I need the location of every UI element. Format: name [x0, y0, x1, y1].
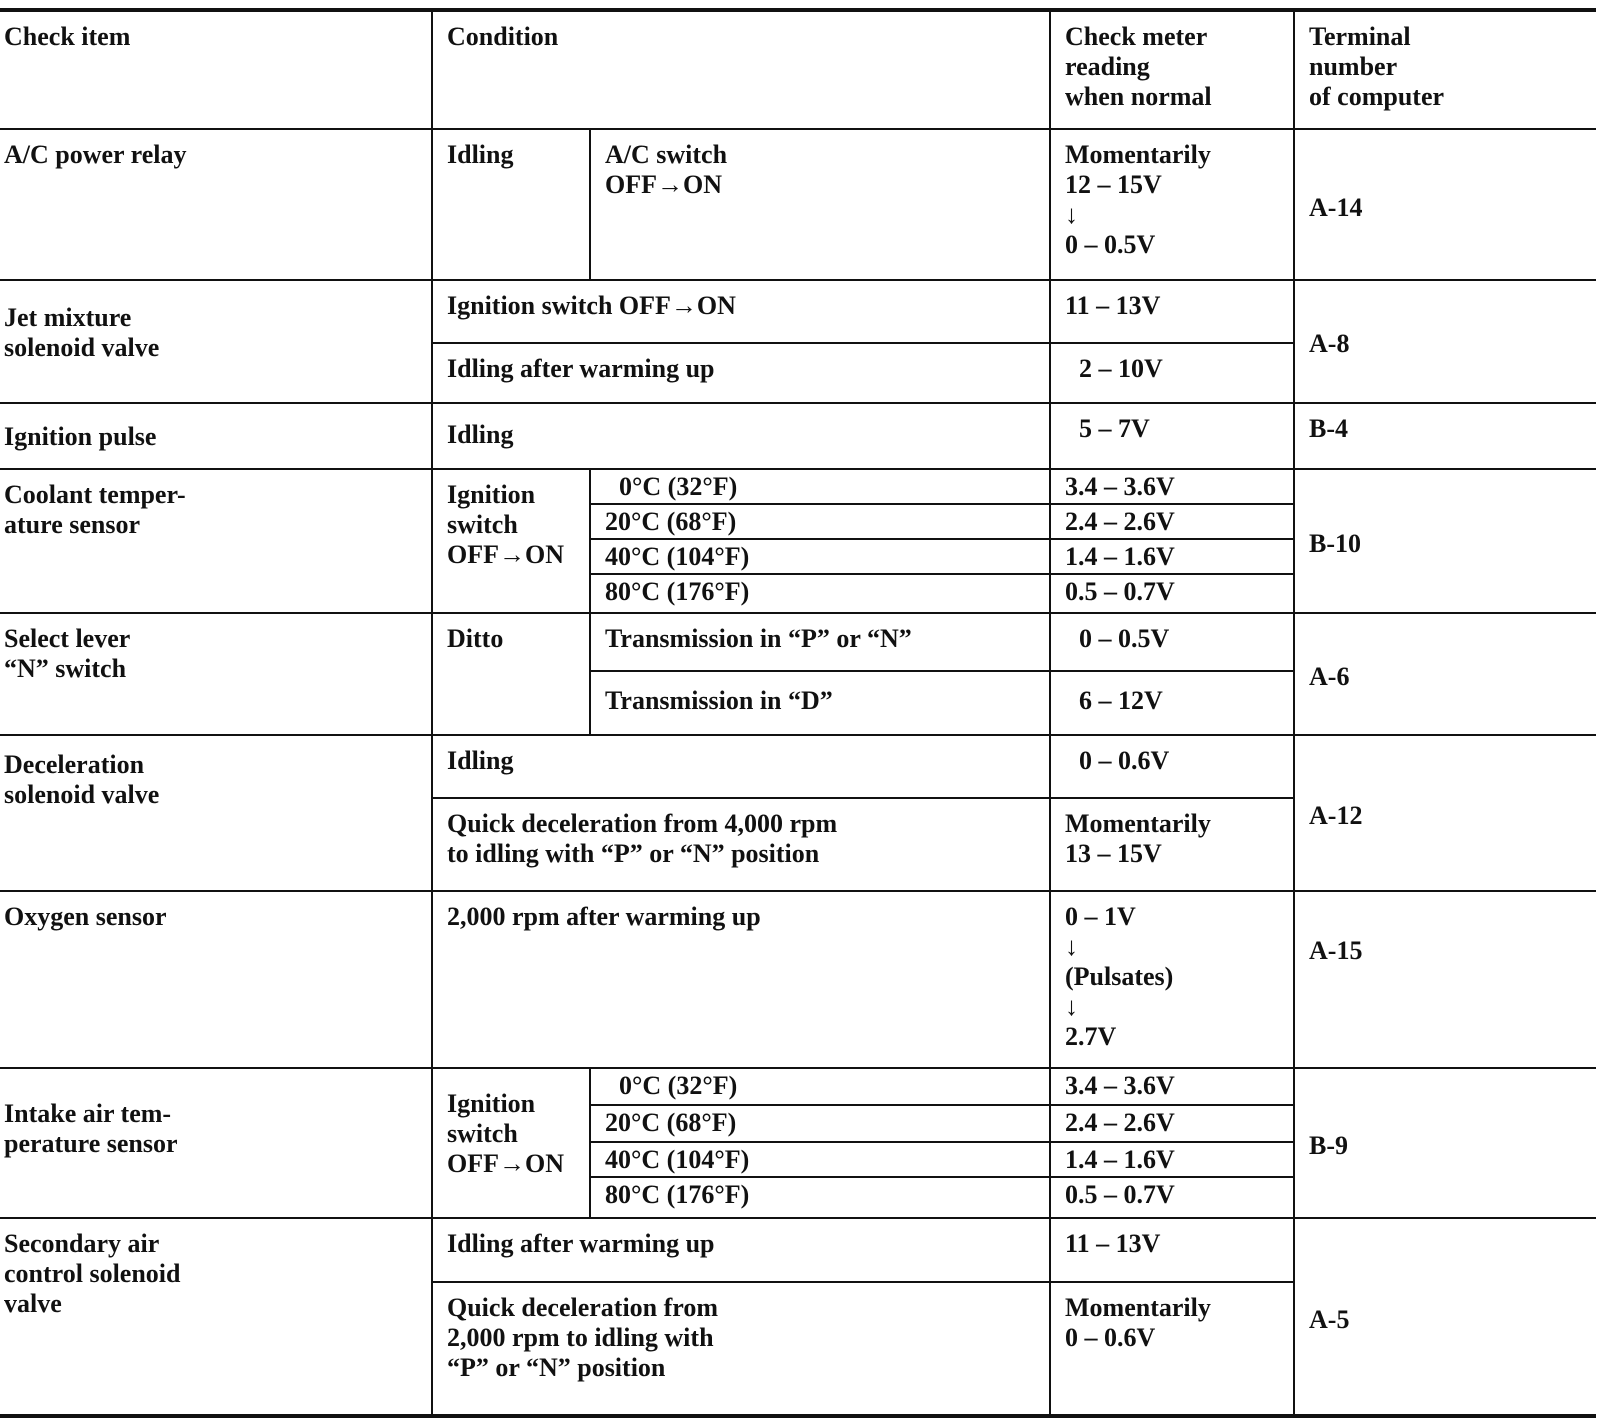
- check-item-cell: Intake air tem- perature sensor: [0, 1068, 432, 1218]
- check-item-cell: Jet mixture solenoid valve: [0, 280, 432, 404]
- reading-cell: 6 – 12V: [1050, 671, 1294, 735]
- reading-cell: 2.4 – 2.6V: [1050, 504, 1294, 539]
- check-item-cell: Select lever “N” switch: [0, 613, 432, 734]
- table-row: [0, 129, 1596, 279]
- reading-cell: 0.5 – 0.7V: [1050, 1177, 1294, 1218]
- table-row: [0, 613, 1596, 671]
- condition-cell: Idling after warming up: [432, 343, 1050, 403]
- condition-cell: Ditto: [432, 613, 590, 734]
- terminal-cell: B-4: [1294, 403, 1596, 469]
- terminal-cell: A-8: [1294, 280, 1596, 404]
- reading-cell: 2.4 – 2.6V: [1050, 1105, 1294, 1142]
- reading-cell: 0 – 0.6V: [1050, 735, 1294, 799]
- terminal-cell: A-5: [1294, 1218, 1596, 1416]
- temperature-cell: 0°C (32°F): [590, 1068, 1050, 1105]
- header-reading: Check meter reading when normal: [1050, 10, 1294, 129]
- header-condition: Condition: [432, 10, 1050, 129]
- reading-cell: 1.4 – 1.6V: [1050, 1142, 1294, 1177]
- condition-cell: Ignition switch OFF→ON: [432, 469, 590, 613]
- table-row: [0, 891, 1596, 1068]
- reading-cell: 0 – 1V ↓ (Pulsates) ↓ 2.7V: [1050, 891, 1294, 1068]
- temperature-cell: 40°C (104°F): [590, 1142, 1050, 1177]
- check-item-cell: Deceleration solenoid valve: [0, 735, 432, 891]
- terminal-cell: A-12: [1294, 735, 1596, 891]
- reading-cell: 3.4 – 3.6V: [1050, 469, 1294, 504]
- condition-cell: Ignition switch OFF→ON: [432, 280, 1050, 344]
- table-row: [0, 403, 1596, 469]
- check-table: [0, 8, 1596, 1418]
- condition-cell: 2,000 rpm after warming up: [432, 891, 1050, 1068]
- temperature-cell: 80°C (176°F): [590, 1177, 1050, 1218]
- condition-detail-cell: A/C switch OFF→ON: [590, 129, 1050, 279]
- table-row: [0, 735, 1596, 799]
- check-item-cell: Oxygen sensor: [0, 891, 432, 1068]
- reading-cell: Momentarily 0 – 0.6V: [1050, 1282, 1294, 1416]
- condition-detail-cell: Transmission in “D”: [590, 671, 1050, 735]
- table-row: [0, 1218, 1596, 1282]
- check-item-cell: Secondary air control solenoid valve: [0, 1218, 432, 1416]
- check-item-cell: A/C power relay: [0, 129, 432, 279]
- terminal-cell: A-6: [1294, 613, 1596, 734]
- condition-cell: Idling: [432, 129, 590, 279]
- reading-cell: 3.4 – 3.6V: [1050, 1068, 1294, 1105]
- table-row: [0, 469, 1596, 504]
- header-row: [0, 10, 1596, 129]
- reading-cell: 2 – 10V: [1050, 343, 1294, 403]
- temperature-cell: 20°C (68°F): [590, 1105, 1050, 1142]
- temperature-cell: 40°C (104°F): [590, 539, 1050, 574]
- condition-cell: Ignition switch OFF→ON: [432, 1068, 590, 1218]
- condition-cell: Idling: [432, 735, 1050, 799]
- reading-cell: 11 – 13V: [1050, 1218, 1294, 1282]
- temperature-cell: 0°C (32°F): [590, 469, 1050, 504]
- reading-cell: 1.4 – 1.6V: [1050, 539, 1294, 574]
- temperature-cell: 20°C (68°F): [590, 504, 1050, 539]
- reading-cell: 0.5 – 0.7V: [1050, 574, 1294, 613]
- reading-cell: 0 – 0.5V: [1050, 613, 1294, 671]
- condition-cell: Idling after warming up: [432, 1218, 1050, 1282]
- terminal-cell: B-9: [1294, 1068, 1596, 1218]
- table-row: [0, 1068, 1596, 1105]
- check-item-cell: Ignition pulse: [0, 403, 432, 469]
- check-table-document: [0, 8, 1596, 1418]
- check-item-cell: Coolant temper- ature sensor: [0, 469, 432, 613]
- condition-cell: Quick deceleration from 2,000 rpm to idling with “P” or “N” position: [432, 1282, 1050, 1416]
- reading-cell: 5 – 7V: [1050, 403, 1294, 469]
- reading-cell: Momentarily 13 – 15V: [1050, 798, 1294, 891]
- condition-detail-cell: Transmission in “P” or “N”: [590, 613, 1050, 671]
- reading-cell: 11 – 13V: [1050, 280, 1294, 344]
- temperature-cell: 80°C (176°F): [590, 574, 1050, 613]
- condition-cell: Quick deceleration from 4,000 rpm to idling with “P” or “N” position: [432, 798, 1050, 891]
- header-check-item: Check item: [0, 10, 432, 129]
- terminal-cell: A-14: [1294, 129, 1596, 279]
- terminal-cell: A-15: [1294, 891, 1596, 1068]
- reading-cell: Momentarily 12 – 15V ↓ 0 – 0.5V: [1050, 129, 1294, 279]
- terminal-cell: B-10: [1294, 469, 1596, 613]
- condition-cell: Idling: [432, 403, 1050, 469]
- table-row: [0, 280, 1596, 344]
- header-terminal: Terminal number of computer: [1294, 10, 1596, 129]
